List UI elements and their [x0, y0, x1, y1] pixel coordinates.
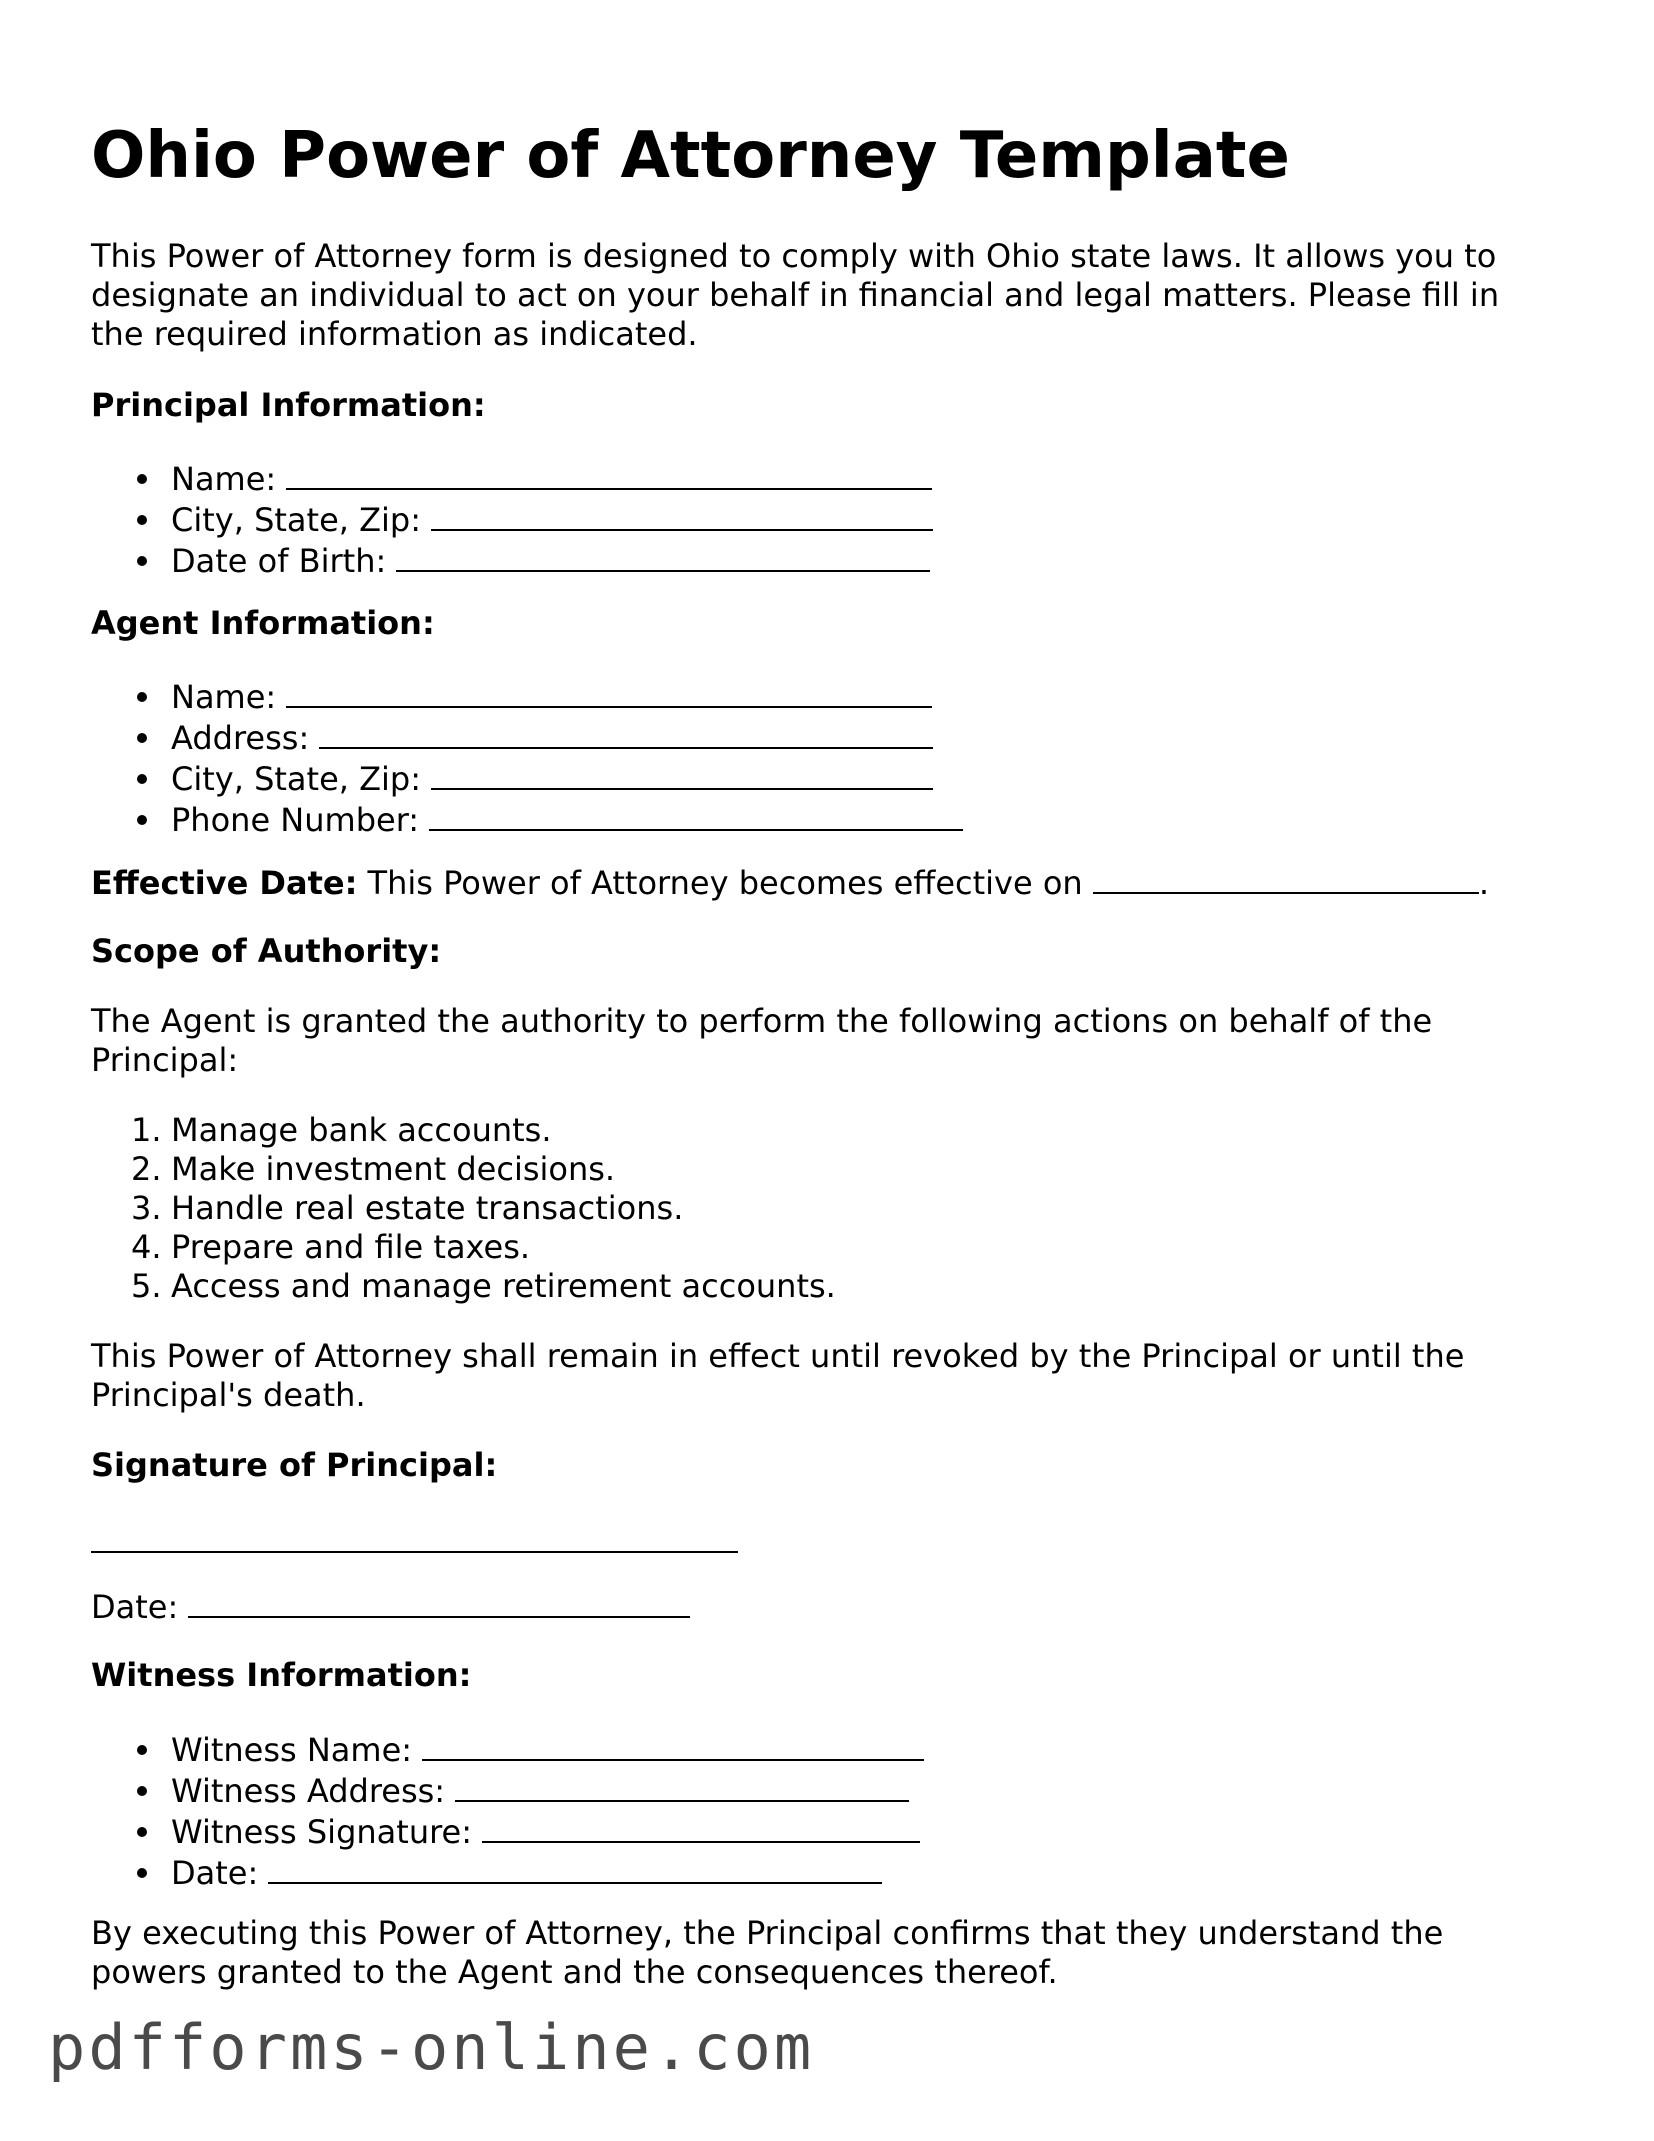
intro-paragraph: This Power of Attorney form is designed to comply with Ohio state laws. It allows you to designate an individual to act on your behalf in financial and legal matters. Please fill in the required information as indicated.	[91, 237, 1500, 353]
principal-city-field[interactable]: City, State, Zip:	[91, 499, 933, 540]
principal-signature-line[interactable]	[91, 1551, 738, 1553]
blank-line[interactable]	[286, 458, 932, 490]
scope-item: 4. Prepare and file taxes.	[131, 1228, 531, 1266]
witness-fields	[91, 1729, 924, 1893]
blank-line[interactable]	[319, 717, 933, 749]
blank-line[interactable]	[268, 1852, 882, 1884]
agent-city-field[interactable]: City, State, Zip:	[91, 758, 963, 799]
effective-date-blank[interactable]	[1093, 862, 1479, 894]
witness-date-field[interactable]: Date:	[91, 1852, 924, 1893]
blank-line[interactable]	[431, 758, 933, 790]
witness-heading: Witness Information:	[91, 1656, 472, 1694]
signature-heading: Signature of Principal:	[91, 1446, 498, 1484]
blank-line[interactable]	[482, 1811, 920, 1843]
effective-date-line: Effective Date: This Power of Attorney becomes effective on .	[91, 864, 1490, 902]
blank-line[interactable]	[422, 1729, 924, 1761]
agent-fields	[91, 676, 963, 840]
witness-signature-field[interactable]: Witness Signature:	[91, 1811, 924, 1852]
principal-dob-field[interactable]: Date of Birth:	[91, 540, 933, 581]
scope-list	[91, 1111, 836, 1306]
blank-line[interactable]	[396, 540, 930, 572]
duration-paragraph: This Power of Attorney shall remain in effect until revoked by the Principal or until the Principal's death.	[91, 1337, 1465, 1414]
scope-item: 3. Handle real estate transactions.	[131, 1189, 684, 1227]
principal-name-field[interactable]: Name:	[91, 458, 933, 499]
scope-item: 1. Manage bank accounts.	[131, 1111, 552, 1149]
principal-fields	[91, 458, 933, 581]
agent-address-field[interactable]: Address:	[91, 717, 963, 758]
blank-line[interactable]	[431, 499, 933, 531]
principal-heading: Principal Information:	[91, 386, 486, 424]
closing-paragraph: By executing this Power of Attorney, the Principal confirms that they understand the powers granted to the Agent and the consequences thereof.	[91, 1914, 1444, 1991]
signature-date-blank[interactable]	[188, 1586, 690, 1618]
document-title: Ohio Power of Attorney Template	[91, 119, 1290, 193]
watermark-text: pdfforms-online.com	[48, 2011, 815, 2084]
blank-line[interactable]	[286, 676, 932, 708]
witness-name-field[interactable]: Witness Name:	[91, 1729, 924, 1770]
agent-name-field[interactable]: Name:	[91, 676, 963, 717]
scope-item: 2. Make investment decisions.	[131, 1150, 616, 1188]
agent-phone-field[interactable]: Phone Number:	[91, 799, 963, 840]
scope-item: 5. Access and manage retirement accounts.	[131, 1267, 836, 1305]
blank-line[interactable]	[429, 799, 963, 831]
scope-heading: Scope of Authority:	[91, 932, 442, 970]
witness-address-field[interactable]: Witness Address:	[91, 1770, 924, 1811]
signature-date-field: Date:	[91, 1586, 1531, 1627]
scope-intro: The Agent is granted the authority to perform the following actions on behalf of the Principal:	[91, 1002, 1433, 1079]
blank-line[interactable]	[455, 1770, 909, 1802]
agent-heading: Agent Information:	[91, 604, 435, 642]
